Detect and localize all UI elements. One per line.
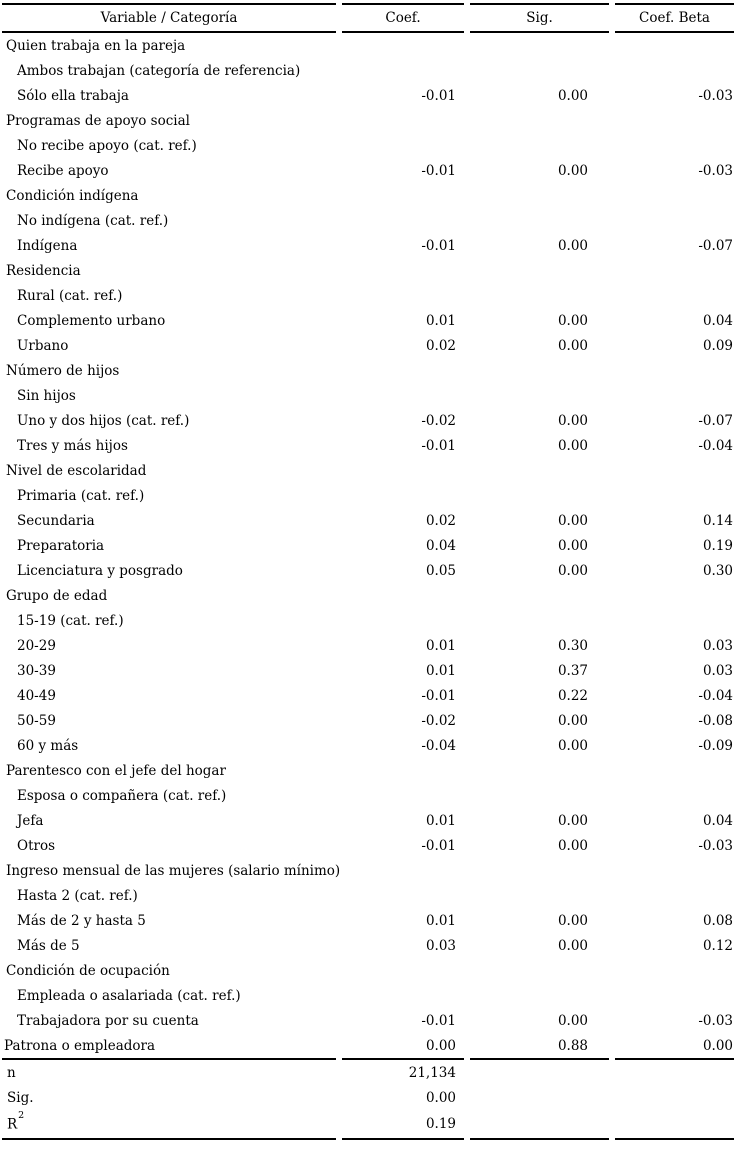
row-label: Más de 2 y hasta 5 bbox=[17, 912, 146, 929]
row-label: Número de hijos bbox=[6, 362, 120, 379]
cell-coef: 0.05 bbox=[425, 562, 456, 579]
table-row bbox=[2, 108, 734, 133]
cell-coef-beta bbox=[615, 983, 734, 1008]
cell-sig: 0.00 bbox=[557, 537, 588, 554]
table-row bbox=[2, 708, 734, 733]
row-label: Condición de ocupación bbox=[6, 962, 170, 979]
cell-coef-beta bbox=[615, 183, 734, 208]
cell-coef-beta: -0.03 bbox=[698, 1012, 733, 1029]
cell-sig: 0.00 bbox=[557, 162, 588, 179]
cell-coef-beta bbox=[615, 258, 734, 283]
cell-sig: 0.00 bbox=[557, 712, 588, 729]
cell-coef-beta bbox=[615, 133, 734, 158]
cell-sig bbox=[470, 483, 609, 508]
table-row bbox=[2, 358, 734, 383]
cell-sig: 0.00 bbox=[557, 87, 588, 104]
cell-sig: 0.00 bbox=[557, 737, 588, 754]
cell-coef: 0.01 bbox=[425, 637, 456, 654]
cell-coef bbox=[342, 783, 464, 808]
table-row bbox=[2, 58, 734, 83]
row-label: Rural (cat. ref.) bbox=[17, 287, 123, 304]
cell-sig bbox=[470, 858, 609, 883]
row-label: Otros bbox=[17, 837, 56, 854]
cell-sig: 0.00 bbox=[557, 562, 588, 579]
cell-coef: 0.01 bbox=[425, 812, 456, 829]
table-row bbox=[2, 933, 734, 958]
row-label: Programas de apoyo social bbox=[6, 112, 190, 129]
table-row bbox=[2, 533, 734, 558]
header-row bbox=[2, 3, 734, 33]
cell-coef: 0.02 bbox=[425, 337, 456, 354]
cell-sig bbox=[470, 983, 609, 1008]
cell-coef-beta: -0.08 bbox=[698, 712, 733, 729]
cell-coef: 0.03 bbox=[425, 937, 456, 954]
row-label: Trabajadora por su cuenta bbox=[17, 1012, 199, 1029]
cell-sig bbox=[470, 208, 609, 233]
row-label: Tres y más hijos bbox=[17, 437, 128, 454]
row-label: Preparatoria bbox=[17, 537, 105, 554]
row-label: n bbox=[2, 1058, 336, 1085]
cell-coef: 0.01 bbox=[425, 912, 456, 929]
row-label: Indígena bbox=[17, 237, 78, 254]
cell-coef-beta bbox=[615, 583, 734, 608]
cell-sig bbox=[470, 758, 609, 783]
table-row bbox=[2, 208, 734, 233]
table-row bbox=[2, 483, 734, 508]
table-row bbox=[2, 233, 734, 258]
table-row bbox=[2, 183, 734, 208]
cell-sig: 0.00 bbox=[557, 512, 588, 529]
cell-sig bbox=[470, 608, 609, 633]
cell-sig bbox=[470, 33, 609, 58]
table-row bbox=[2, 408, 734, 433]
row-label: Patrona o empleadora bbox=[4, 1037, 156, 1054]
cell-coef-beta: 0.03 bbox=[702, 637, 733, 654]
row-label: Secundaria bbox=[17, 512, 95, 529]
row-label: 30-39 bbox=[17, 662, 56, 679]
cell-coef-beta bbox=[615, 958, 734, 983]
cell-sig: 0.00 bbox=[557, 812, 588, 829]
row-label: Ambos trabajan (categoría de referencia) bbox=[17, 62, 301, 79]
cell-coef bbox=[342, 583, 464, 608]
row-label: $R^2$ bbox=[2, 1110, 336, 1140]
cell-coef-beta: -0.04 bbox=[698, 437, 733, 454]
row-label: Licenciatura y posgrado bbox=[17, 562, 183, 579]
cell-sig: 0.00 bbox=[557, 337, 588, 354]
cell-coef: -0.01 bbox=[421, 87, 456, 104]
table-row bbox=[2, 908, 734, 933]
cell-coef: -0.01 bbox=[421, 237, 456, 254]
cell-coef-beta bbox=[615, 1058, 734, 1085]
cell-coef: 0.04 bbox=[425, 537, 456, 554]
cell-coef-beta: 0.19 bbox=[702, 537, 733, 554]
cell-coef bbox=[342, 883, 464, 908]
cell-coef: 0.19 bbox=[342, 1110, 464, 1140]
table-row bbox=[2, 608, 734, 633]
table-summary bbox=[2, 1058, 734, 1140]
cell-coef-beta bbox=[615, 383, 734, 408]
cell-coef bbox=[342, 33, 464, 58]
cell-coef bbox=[342, 58, 464, 83]
cell-coef bbox=[342, 458, 464, 483]
cell-coef-beta: 0.04 bbox=[702, 312, 733, 329]
row-label: No recibe apoyo (cat. ref.) bbox=[17, 137, 197, 154]
column-header-coef: Coef. bbox=[342, 3, 464, 33]
cell-sig bbox=[470, 183, 609, 208]
cell-coef-beta bbox=[615, 608, 734, 633]
cell-coef: -0.01 bbox=[421, 437, 456, 454]
cell-sig bbox=[470, 1085, 609, 1110]
row-label: Empleada o asalariada (cat. ref.) bbox=[17, 987, 241, 1004]
cell-coef bbox=[342, 183, 464, 208]
cell-coef bbox=[342, 283, 464, 308]
row-label: Jefa bbox=[17, 812, 44, 829]
row-label: Grupo de edad bbox=[6, 587, 108, 604]
cell-coef-beta bbox=[615, 458, 734, 483]
row-label: Residencia bbox=[6, 262, 81, 279]
cell-coef-beta bbox=[615, 758, 734, 783]
row-label: Esposa o compañera (cat. ref.) bbox=[17, 787, 227, 804]
cell-coef: -0.01 bbox=[421, 687, 456, 704]
table-row bbox=[2, 958, 734, 983]
row-label: Hasta 2 (cat. ref.) bbox=[17, 887, 138, 904]
table-row bbox=[2, 883, 734, 908]
row-label: Uno y dos hijos (cat. ref.) bbox=[17, 412, 190, 429]
cell-coef: 0.01 bbox=[425, 312, 456, 329]
row-label: Complemento urbano bbox=[17, 312, 166, 329]
table-row bbox=[2, 308, 734, 333]
row-label: 20-29 bbox=[17, 637, 56, 654]
row-label: 50-59 bbox=[17, 712, 56, 729]
table-row bbox=[2, 583, 734, 608]
cell-coef bbox=[342, 983, 464, 1008]
row-label: Sólo ella trabaja bbox=[17, 87, 129, 104]
cell-sig bbox=[470, 883, 609, 908]
cell-coef-beta: -0.07 bbox=[698, 412, 733, 429]
cell-coef bbox=[342, 608, 464, 633]
cell-coef-beta bbox=[615, 33, 734, 58]
page bbox=[0, 3, 736, 1163]
cell-coef-beta: 0.12 bbox=[702, 937, 733, 954]
row-label: 15-19 (cat. ref.) bbox=[17, 612, 124, 629]
cell-coef-beta: -0.04 bbox=[698, 687, 733, 704]
cell-coef-beta bbox=[615, 358, 734, 383]
table-row bbox=[2, 558, 734, 583]
cell-coef-beta: -0.03 bbox=[698, 837, 733, 854]
cell-coef: -0.01 bbox=[421, 837, 456, 854]
cell-sig bbox=[470, 1058, 609, 1085]
cell-coef-beta bbox=[615, 1110, 734, 1140]
cell-coef: -0.02 bbox=[421, 412, 456, 429]
cell-sig bbox=[470, 1110, 609, 1140]
table-row bbox=[2, 733, 734, 758]
summary-row bbox=[2, 1085, 734, 1110]
table-row bbox=[2, 433, 734, 458]
summary-row bbox=[2, 1058, 734, 1085]
column-header-coef-beta: Coef. Beta bbox=[615, 3, 734, 33]
table-row bbox=[2, 1033, 734, 1058]
cell-sig bbox=[470, 283, 609, 308]
cell-coef: 0.00 bbox=[425, 1089, 456, 1106]
cell-coef: 0.02 bbox=[425, 512, 456, 529]
cell-sig bbox=[470, 58, 609, 83]
row-label: Urbano bbox=[17, 337, 69, 354]
cell-coef-beta: 0.30 bbox=[702, 562, 733, 579]
regression-table bbox=[0, 3, 736, 1140]
cell-sig: 0.37 bbox=[557, 662, 588, 679]
cell-coef bbox=[342, 208, 464, 233]
cell-coef-beta: 0.04 bbox=[702, 812, 733, 829]
cell-sig: 0.00 bbox=[557, 937, 588, 954]
cell-sig: 0.88 bbox=[557, 1037, 588, 1054]
row-label: Ingreso mensual de las mujeres (salario mínimo) bbox=[6, 862, 341, 879]
table-row bbox=[2, 133, 734, 158]
table-row bbox=[2, 283, 734, 308]
cell-coef bbox=[342, 758, 464, 783]
row-label: 60 y más bbox=[17, 737, 79, 754]
cell-sig bbox=[470, 783, 609, 808]
cell-coef-beta: -0.03 bbox=[698, 87, 733, 104]
cell-coef bbox=[342, 483, 464, 508]
cell-coef-beta bbox=[615, 208, 734, 233]
row-label-superscript: 2 bbox=[18, 1110, 25, 1122]
row-label: Parentesco con el jefe del hogar bbox=[6, 762, 226, 779]
table-row bbox=[2, 333, 734, 358]
cell-coef-beta bbox=[615, 883, 734, 908]
row-label: Condición indígena bbox=[6, 187, 139, 204]
cell-coef: -0.01 bbox=[421, 162, 456, 179]
table-row bbox=[2, 808, 734, 833]
cell-sig bbox=[470, 133, 609, 158]
table-row bbox=[2, 258, 734, 283]
cell-sig bbox=[470, 958, 609, 983]
cell-coef-beta: 0.09 bbox=[702, 337, 733, 354]
table-row bbox=[2, 508, 734, 533]
cell-coef: -0.01 bbox=[421, 1012, 456, 1029]
table-row bbox=[2, 833, 734, 858]
cell-sig: 0.00 bbox=[557, 1012, 588, 1029]
row-label: Recibe apoyo bbox=[17, 162, 109, 179]
cell-coef bbox=[342, 108, 464, 133]
cell-sig: 0.30 bbox=[557, 637, 588, 654]
cell-coef-beta bbox=[615, 1085, 734, 1110]
table-row bbox=[2, 383, 734, 408]
cell-coef bbox=[342, 958, 464, 983]
table-row bbox=[2, 783, 734, 808]
row-label: No indígena (cat. ref.) bbox=[17, 212, 169, 229]
cell-sig bbox=[470, 458, 609, 483]
cell-sig: 0.00 bbox=[557, 912, 588, 929]
cell-coef-beta: -0.07 bbox=[698, 237, 733, 254]
cell-coef-beta bbox=[615, 58, 734, 83]
cell-coef bbox=[342, 358, 464, 383]
column-header-variable: Variable / Categoría bbox=[2, 3, 336, 33]
table-row bbox=[2, 858, 734, 883]
row-label: Primaria (cat. ref.) bbox=[17, 487, 145, 504]
row-label: Quien trabaja en la pareja bbox=[6, 37, 186, 54]
table-body bbox=[2, 33, 734, 1058]
row-label: 40-49 bbox=[17, 687, 56, 704]
cell-coef-beta: -0.03 bbox=[698, 162, 733, 179]
cell-coef bbox=[342, 133, 464, 158]
cell-sig: 0.00 bbox=[557, 437, 588, 454]
cell-coef-beta bbox=[615, 483, 734, 508]
cell-coef-beta: 0.14 bbox=[702, 512, 733, 529]
table-row bbox=[2, 683, 734, 708]
row-label: Nivel de escolaridad bbox=[6, 462, 147, 479]
cell-sig bbox=[470, 108, 609, 133]
table-row bbox=[2, 158, 734, 183]
cell-coef bbox=[342, 383, 464, 408]
table-header bbox=[2, 3, 734, 33]
cell-coef bbox=[342, 258, 464, 283]
cell-coef-beta: 0.03 bbox=[702, 662, 733, 679]
cell-coef-beta: 0.08 bbox=[702, 912, 733, 929]
table-row bbox=[2, 758, 734, 783]
row-label: Más de 5 bbox=[17, 937, 80, 954]
cell-coef-beta: 0.00 bbox=[702, 1037, 733, 1054]
cell-sig bbox=[470, 358, 609, 383]
table-row bbox=[2, 633, 734, 658]
cell-sig bbox=[470, 383, 609, 408]
cell-sig: 0.00 bbox=[557, 837, 588, 854]
table-row bbox=[2, 983, 734, 1008]
cell-coef: 0.00 bbox=[425, 1037, 456, 1054]
cell-coef-beta bbox=[615, 783, 734, 808]
table-row bbox=[2, 1008, 734, 1033]
cell-coef bbox=[342, 858, 464, 883]
cell-sig: 0.22 bbox=[557, 687, 588, 704]
cell-sig bbox=[470, 583, 609, 608]
cell-sig bbox=[470, 258, 609, 283]
row-label: Sig. bbox=[7, 1089, 34, 1106]
cell-coef-beta bbox=[615, 858, 734, 883]
cell-sig: 0.00 bbox=[557, 412, 588, 429]
cell-coef-beta bbox=[615, 283, 734, 308]
cell-coef-beta: -0.09 bbox=[698, 737, 733, 754]
cell-coef: 0.01 bbox=[425, 662, 456, 679]
table-row bbox=[2, 658, 734, 683]
cell-sig: 0.00 bbox=[557, 237, 588, 254]
table-row bbox=[2, 33, 734, 58]
cell-sig: 0.00 bbox=[557, 312, 588, 329]
summary-row bbox=[2, 1110, 734, 1140]
cell-coef: 21,134 bbox=[342, 1058, 464, 1085]
cell-coef-beta bbox=[615, 108, 734, 133]
table-row bbox=[2, 458, 734, 483]
row-label: Sin hijos bbox=[17, 387, 76, 404]
table-row bbox=[2, 83, 734, 108]
cell-coef: -0.02 bbox=[421, 712, 456, 729]
column-header-sig: Sig. bbox=[470, 3, 609, 33]
cell-coef: -0.04 bbox=[421, 737, 456, 754]
